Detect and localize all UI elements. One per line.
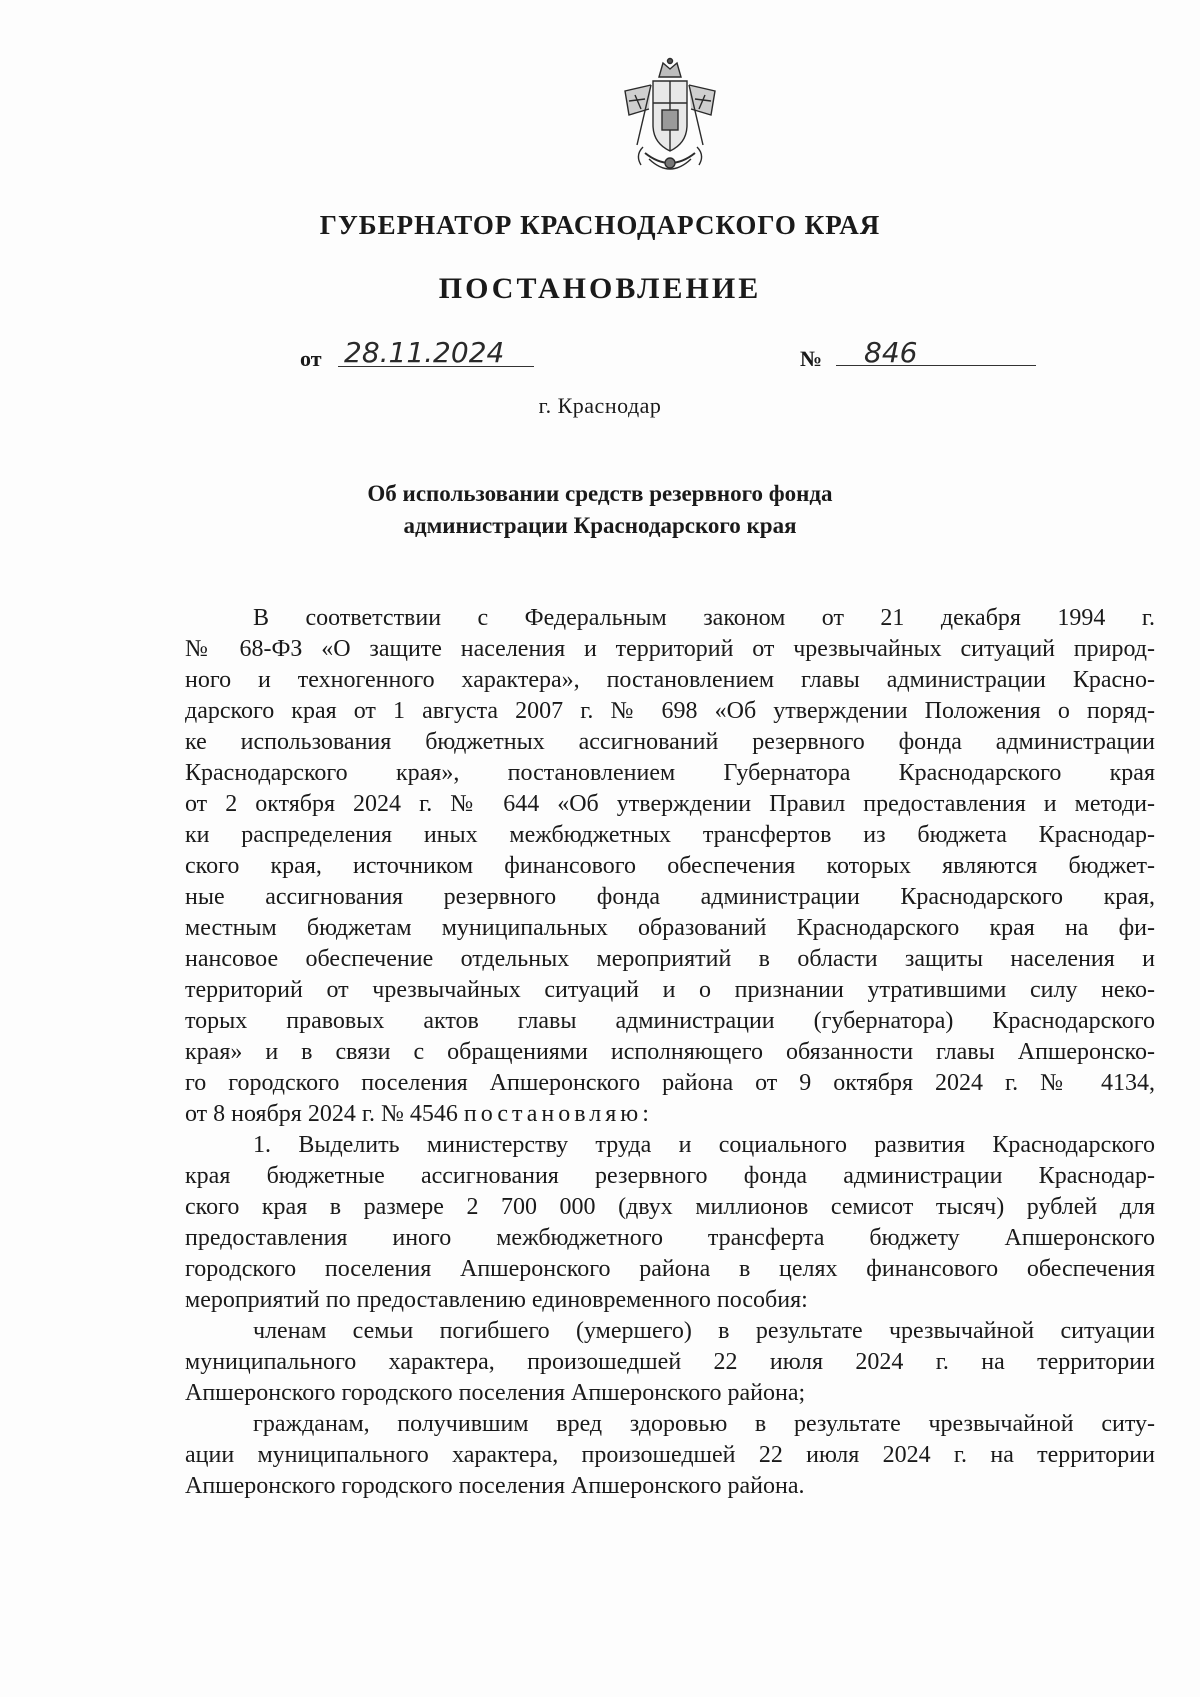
- handwritten-date: 28.11.2024: [338, 336, 534, 367]
- paragraph-line: 1. Выделить министерству труда и социального развития Краснодарского: [253, 1132, 1155, 1158]
- paragraph-line: [185, 1099, 1155, 1130]
- paragraph-line: ные ассигнования резервного фонда администрации Краснодарского края,: [185, 884, 1155, 910]
- paragraph-line: от 2 октября 2024 г. № 644 «Об утверждении Правил предоставления и методи-: [185, 791, 1155, 817]
- paragraph-line: Краснодарского края», постановлением Губернатора Краснодарского края: [185, 760, 1155, 786]
- paragraph-line: дарского края от 1 августа 2007 г. № 698 «Об утверждении Положения о поряд-: [185, 698, 1155, 724]
- paragraph-line: городского поселения Апшеронского района в целях финансового обеспечения: [185, 1256, 1155, 1282]
- decree-word: постановляю:: [463, 1101, 653, 1127]
- paragraph-line: ного и техногенного характера», постановлением главы администрации Красно-: [185, 667, 1155, 693]
- paragraph-line: территорий от чрезвычайных ситуаций и о признании утратившими силу неко-: [185, 977, 1155, 1003]
- handwritten-number: 846: [836, 336, 1036, 366]
- paragraph-line: Апшеронского городского поселения Апшеронского района.: [185, 1473, 805, 1499]
- paragraph-line: ации муниципального характера, произошедшей 22 июля 2024 г. на территории: [185, 1442, 1155, 1468]
- paragraph-line: го городского поселения Апшеронского района от 9 октября 2024 г. № 4134,: [185, 1070, 1155, 1096]
- date-label: от: [300, 346, 322, 371]
- subject-line: администрации Краснодарского края: [403, 513, 797, 538]
- paragraph-line: ки распределения иных межбюджетных трансфертов из бюджета Краснодар-: [185, 822, 1155, 848]
- paragraph-line: края» и в связи с обращениями исполняющего обязанности главы Апшеронско-: [185, 1039, 1155, 1065]
- document-type-title: ПОСТАНОВЛЕНИЕ: [438, 272, 762, 305]
- paragraph-line: края бюджетные ассигнования резервного фонда администрации Краснодар-: [185, 1163, 1155, 1189]
- paragraph-line: предоставления иного межбюджетного трансферта бюджету Апшеронского: [185, 1225, 1155, 1251]
- city-line: г. Краснодар: [538, 393, 662, 418]
- paragraph-line: муниципального характера, произошедшей 22 июля 2024 г. на территории: [185, 1349, 1155, 1375]
- date-number-row: [300, 336, 1040, 380]
- paragraph-line: мероприятий по предоставлению единовременного пособия:: [185, 1287, 808, 1313]
- paragraph-line: Апшеронского городского поселения Апшеронского района;: [185, 1380, 806, 1406]
- paragraph-line: В соответствии с Федеральным законом от 21 декабря 1994 г.: [253, 605, 1155, 631]
- subject-line: Об использовании средств резервного фонда: [367, 481, 833, 506]
- preamble-closing: от 8 ноября 2024 г. № 4546: [185, 1101, 458, 1127]
- paragraph-line: нансовое обеспечение отдельных мероприятий в области защиты населения и: [185, 946, 1155, 972]
- paragraph-line: ке использования бюджетных ассигнований резервного фонда администрации: [185, 729, 1155, 755]
- issuer-title: ГУБЕРНАТОР КРАСНОДАРСКОГО КРАЯ: [319, 210, 881, 240]
- paragraph-line: № 68-ФЗ «О защите населения и территорий от чрезвычайных ситуаций природ-: [185, 636, 1155, 662]
- coat-of-arms-icon: [615, 55, 725, 180]
- paragraph-line: местным бюджетам муниципальных образований Краснодарского края на фи-: [185, 915, 1155, 941]
- paragraph-line: гражданам, получившим вред здоровью в результате чрезвычайной ситу-: [253, 1411, 1155, 1437]
- paragraph-line: членам семьи погибшего (умершего) в результате чрезвычайной ситуации: [253, 1318, 1155, 1344]
- number-label: №: [800, 346, 823, 371]
- paragraph-line: ского края в размере 2 700 000 (двух миллионов семисот тысяч) рублей для: [185, 1194, 1155, 1220]
- body-text: [185, 603, 1155, 1502]
- subject-heading: [0, 478, 1200, 542]
- paragraph-line: ского края, источником финансового обеспечения которых являются бюджет-: [185, 853, 1155, 879]
- paragraph-line: торых правовых актов главы администрации (губернатора) Краснодарского: [185, 1008, 1155, 1034]
